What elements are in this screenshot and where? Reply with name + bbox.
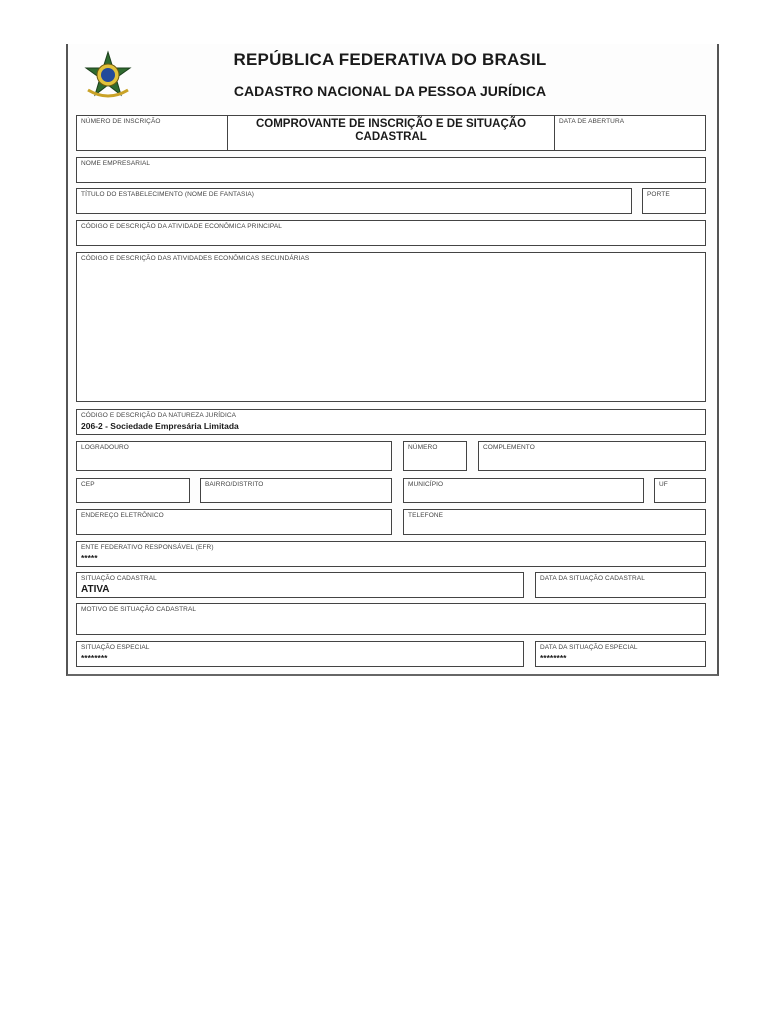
field-label: CÓDIGO E DESCRIÇÃO DAS ATIVIDADES ECONÔMICAS SECUNDÁRIAS bbox=[81, 255, 310, 262]
field-label: UF bbox=[659, 481, 668, 488]
field-label: TÍTULO DO ESTABELECIMENTO (NOME DE FANTASIA) bbox=[81, 191, 255, 198]
field-label: SITUAÇÃO ESPECIAL bbox=[81, 644, 150, 651]
field-label: CÓDIGO E DESCRIÇÃO DA ATIVIDADE ECONÔMICA PRINCIPAL bbox=[81, 223, 282, 230]
field-label: BAIRRO/DISTRITO bbox=[205, 481, 264, 488]
data-situacao-especial-field bbox=[535, 641, 706, 667]
page-title: REPÚBLICA FEDERATIVA DO BRASIL bbox=[233, 50, 547, 69]
motivo-situacao-field bbox=[76, 603, 706, 635]
field-label: NÚMERO DE INSCRIÇÃO bbox=[81, 118, 161, 125]
data-abertura-field bbox=[554, 115, 706, 151]
field-label: DATA DA SITUAÇÃO CADASTRAL bbox=[540, 575, 645, 582]
brazil-coat-of-arms-icon bbox=[82, 50, 134, 102]
complemento-field bbox=[478, 441, 706, 471]
field-label: CEP bbox=[81, 481, 95, 488]
municipio-field bbox=[403, 478, 644, 503]
field-label: TELEFONE bbox=[408, 512, 444, 519]
page-subtitle: CADASTRO NACIONAL DA PESSOA JURÍDICA bbox=[233, 83, 547, 99]
field-value: ******** bbox=[540, 653, 567, 663]
field-label: COMPLEMENTO bbox=[483, 444, 535, 451]
situacao-especial-field bbox=[76, 641, 524, 667]
field-value: 206-2 - Sociedade Empresária Limitada bbox=[81, 421, 239, 431]
nome-empresarial-field bbox=[76, 157, 706, 183]
bairro-field bbox=[200, 478, 392, 503]
uf-field bbox=[654, 478, 706, 503]
field-label: NOME EMPRESARIAL bbox=[81, 160, 151, 167]
field-label: SITUAÇÃO CADASTRAL bbox=[81, 575, 157, 582]
field-label: ENTE FEDERATIVO RESPONSÁVEL (EFR) bbox=[81, 544, 214, 551]
field-label: PORTE bbox=[647, 191, 670, 198]
field-label: CÓDIGO E DESCRIÇÃO DA NATUREZA JURÍDICA bbox=[81, 412, 237, 419]
numero-field bbox=[403, 441, 467, 471]
field-label: DATA DE ABERTURA bbox=[559, 118, 625, 125]
cep-field bbox=[76, 478, 190, 503]
data-situacao-cadastral-field bbox=[535, 572, 706, 598]
natureza-juridica-field bbox=[76, 409, 706, 435]
situacao-cadastral-field bbox=[76, 572, 524, 598]
titulo-estabelecimento-field bbox=[76, 188, 632, 214]
situacao-cadastral-value: ATIVA bbox=[81, 584, 110, 595]
field-label: LOGRADOURO bbox=[81, 444, 129, 451]
field-label: NÚMERO bbox=[408, 444, 438, 451]
field-label: MOTIVO DE SITUAÇÃO CADASTRAL bbox=[81, 606, 197, 613]
telefone-field bbox=[403, 509, 706, 535]
field-label: ENDEREÇO ELETRÔNICO bbox=[81, 512, 164, 519]
field-label: MUNICÍPIO bbox=[408, 481, 444, 488]
field-value: ***** bbox=[81, 553, 98, 563]
comprovante-title: COMPROVANTE DE INSCRIÇÃO E DE SITUAÇÃO CADASTRAL bbox=[255, 118, 527, 143]
efr-field bbox=[76, 541, 706, 567]
numero-inscricao-field bbox=[76, 115, 228, 151]
endereco-eletronico-field bbox=[76, 509, 392, 535]
field-label: DATA DA SITUAÇÃO ESPECIAL bbox=[540, 644, 638, 651]
field-value: ******** bbox=[81, 653, 108, 663]
logradouro-field bbox=[76, 441, 392, 471]
atividade-principal-field bbox=[76, 220, 706, 246]
comprovante-title-box bbox=[227, 115, 555, 151]
atividades-secundarias-field bbox=[76, 252, 706, 402]
porte-field bbox=[642, 188, 706, 214]
